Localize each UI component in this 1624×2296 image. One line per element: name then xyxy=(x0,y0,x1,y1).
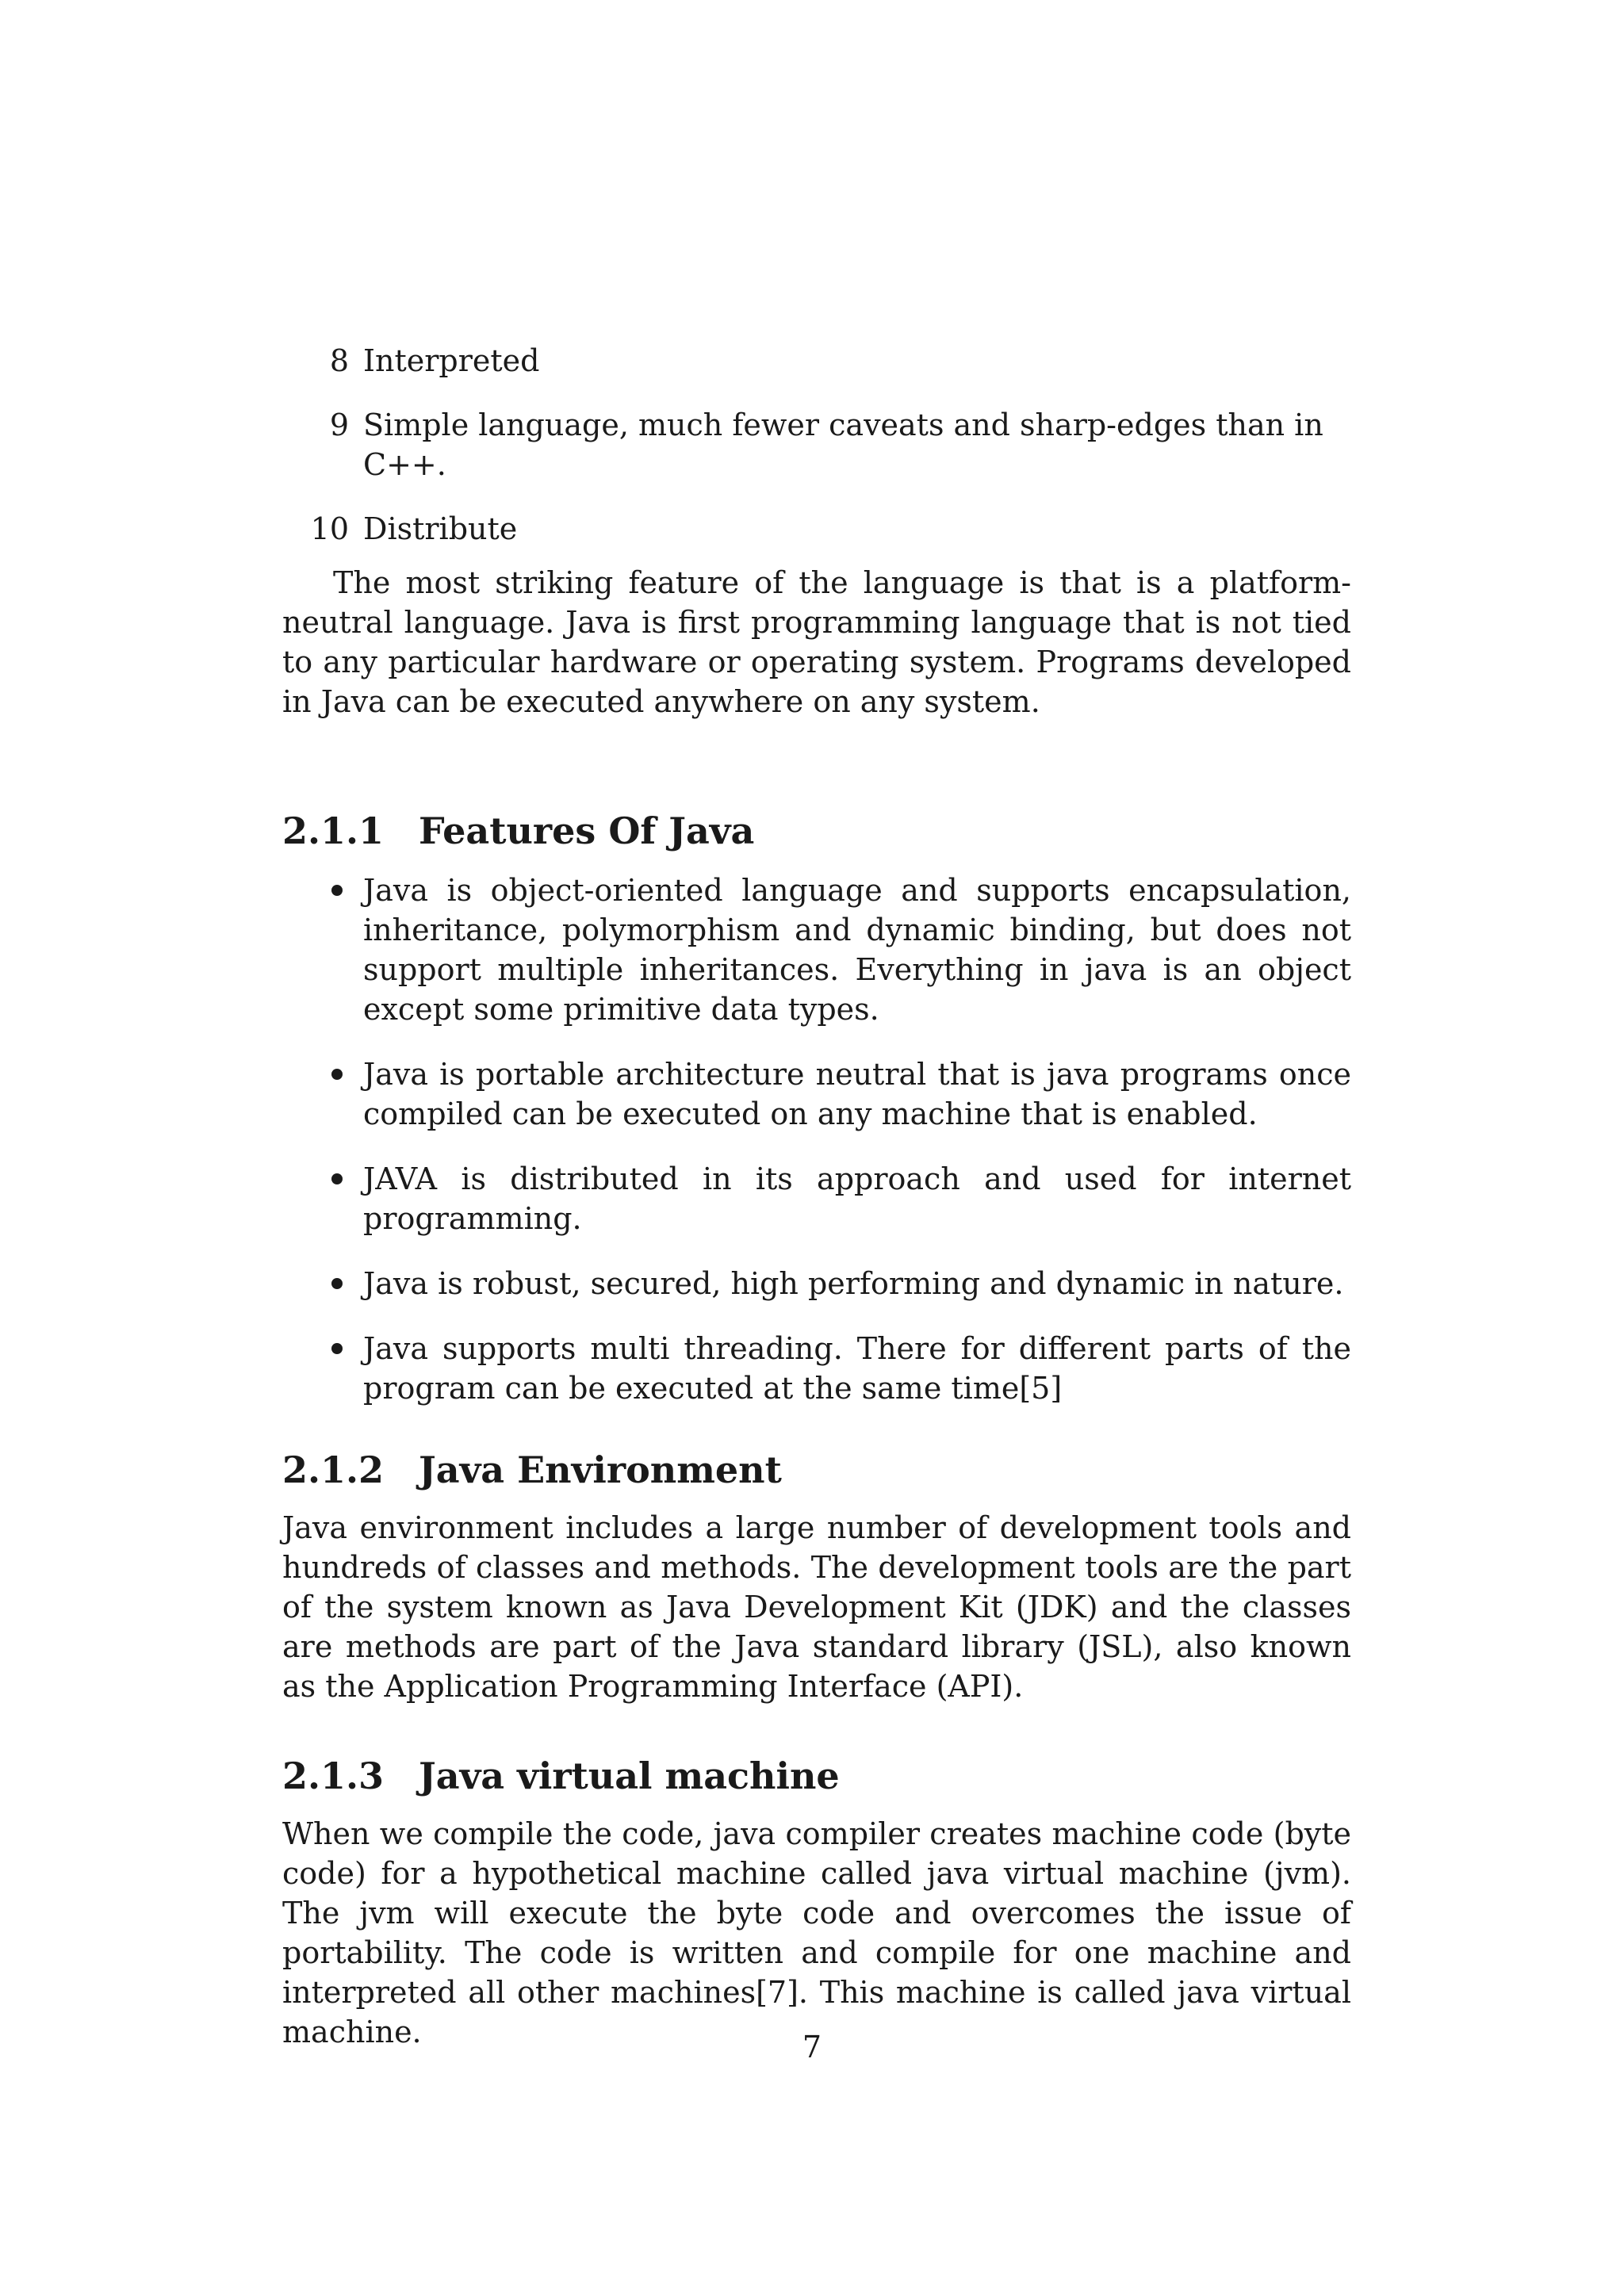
section-number: 2.1.1 xyxy=(282,809,385,852)
list-item-number: 8 xyxy=(329,343,349,378)
section-title: Java virtual machine xyxy=(419,1755,840,1797)
section-number: 2.1.2 xyxy=(282,1448,385,1491)
bullet-text: Java is object-oriented language and supports encapsulation, inheritance, polymorphism and dynamic binding, but does not support multiple inheritances. Everything in java is an object except some primitive data types. xyxy=(363,873,1351,1027)
list-item xyxy=(282,1159,1351,1238)
section-title: Features Of Java xyxy=(419,809,755,852)
bullet-icon xyxy=(331,1069,343,1080)
section-heading-environment xyxy=(282,1448,1351,1492)
section-heading-features xyxy=(282,809,1351,853)
features-bullet-list xyxy=(282,871,1351,1408)
page-content xyxy=(282,341,1351,2052)
section-heading-jvm xyxy=(282,1754,1351,1798)
intro-paragraph: The most striking feature of the language is that is a platform-neutral language. Java is first programming language that is not tied to any particular hardware or operating system. Programs developed in Java can be executed anywhere on any system. xyxy=(282,565,1351,719)
environment-paragraph: Java environment includes a large number of development tools and hundreds of classes and methods. The development tools are the part of the system known as Java Development Kit (JDK) and the classes are methods are part of the Java standard library (JSL), also known as the Application Programming Interface (API). xyxy=(282,1510,1351,1704)
list-item xyxy=(282,871,1351,1029)
bullet-icon xyxy=(331,1173,343,1184)
section-number: 2.1.3 xyxy=(282,1755,385,1797)
list-item xyxy=(282,1264,1351,1303)
list-item-text: Interpreted xyxy=(363,343,540,378)
bullet-icon xyxy=(331,1278,343,1289)
list-item-number: 10 xyxy=(310,511,349,546)
section-title: Java Environment xyxy=(419,1448,782,1491)
list-item-text: Simple language, much fewer caveats and sharp-edges than in C++. xyxy=(363,408,1323,482)
list-item-number: 9 xyxy=(329,408,349,442)
bullet-text: Java is portable architecture neutral that is java programs once compiled can be executed on any machine that is enabled. xyxy=(363,1057,1351,1131)
jvm-paragraph: When we compile the code, java compiler creates machine code (byte code) for a hypothetical machine called java virtual machine (jvm). The jvm will execute the byte code and overcomes the issue of portability. The code is written and compile for one machine and interpreted all other machines[7]. This machine is called java virtual machine. xyxy=(282,1816,1351,2049)
list-item xyxy=(282,341,1351,381)
bullet-icon xyxy=(331,1343,343,1354)
list-item-text: Distribute xyxy=(363,511,518,546)
page-number: 7 xyxy=(802,2030,822,2064)
bullet-text: Java is robust, secured, high performing and dynamic in nature. xyxy=(363,1266,1344,1301)
list-item xyxy=(282,405,1351,484)
list-item xyxy=(282,509,1351,549)
list-item xyxy=(282,1329,1351,1408)
bullet-text: Java supports multi threading. There for different parts of the program can be executed at the same time[5] xyxy=(363,1331,1351,1406)
bullet-text: JAVA is distributed in its approach and used for internet programming. xyxy=(363,1161,1351,1236)
bullet-icon xyxy=(331,885,343,896)
list-item xyxy=(282,1054,1351,1134)
numbered-list xyxy=(282,341,1351,549)
